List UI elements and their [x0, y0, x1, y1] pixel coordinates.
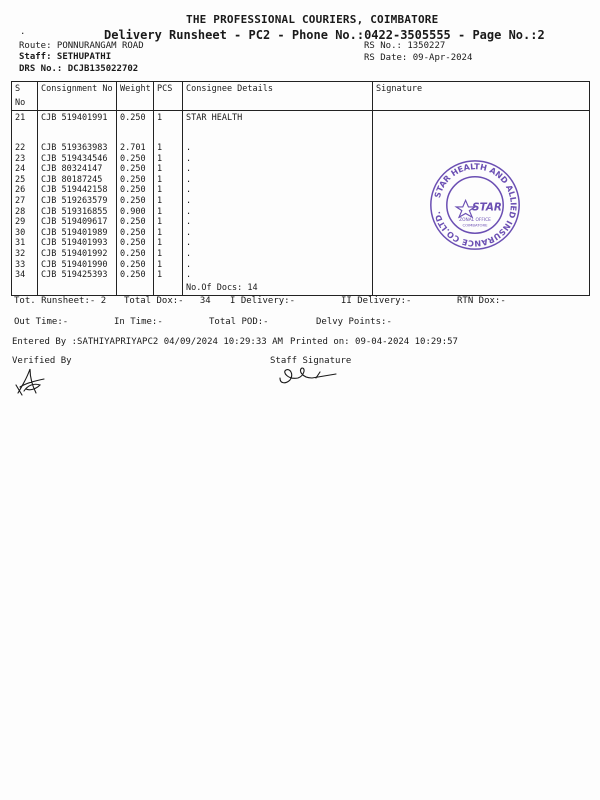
cell-weight: 0.250 — [117, 164, 154, 175]
in-time: In Time:- — [114, 317, 163, 327]
cell-consignee: . — [183, 175, 373, 186]
cell-pcs: 1 — [154, 185, 183, 196]
cell-sno: 21 — [12, 111, 38, 144]
route-label: Route: PONNURANGAM ROAD — [19, 41, 144, 51]
cell-signature — [373, 143, 590, 154]
rtn-dox: RTN Dox:- — [457, 296, 506, 306]
cell-weight: 0.250 — [117, 111, 154, 144]
drs-number: DRS No.: DCJB135022702 — [19, 64, 139, 74]
col-sno: S No — [12, 82, 38, 111]
col-pcs: PCS — [154, 82, 183, 111]
cell-weight: 0.250 — [117, 175, 154, 186]
col-signature: Signature — [373, 82, 590, 111]
staff-signature-icon — [276, 364, 346, 388]
delvy-points: Delvy Points:- — [316, 317, 392, 327]
cell-pcs: 1 — [154, 238, 183, 249]
cell-pcs: 1 — [154, 196, 183, 207]
cell-signature — [373, 260, 590, 271]
cell-consignment: CJB 80324147 — [38, 164, 117, 175]
i-delivery: I Delivery:- — [230, 296, 296, 306]
table-row — [12, 260, 590, 271]
cell-pcs: 1 — [154, 154, 183, 165]
cell-sno: 25 — [12, 175, 38, 186]
table-empty-cell — [117, 281, 154, 296]
dot-mark: . — [20, 27, 26, 37]
cell-consignee: . — [183, 238, 373, 249]
cell-weight: 0.250 — [117, 228, 154, 239]
table-empty-cell — [12, 281, 38, 296]
cell-sno: 33 — [12, 260, 38, 271]
cell-pcs: 1 — [154, 164, 183, 175]
cell-sno: 26 — [12, 185, 38, 196]
table-row — [12, 270, 590, 281]
total-dox: Total Dox:- 34 — [124, 296, 211, 306]
table-empty-cell — [154, 281, 183, 296]
cell-weight: 2.701 — [117, 143, 154, 154]
table-header-row — [12, 82, 590, 111]
printed-on: Printed on: 09-04-2024 10:29:57 — [290, 337, 458, 347]
cell-consignee: STAR HEALTH — [183, 111, 373, 144]
cell-weight: 0.250 — [117, 238, 154, 249]
cell-consignee: . — [183, 228, 373, 239]
table-empty-cell — [38, 281, 117, 296]
verified-by-label: Verified By — [12, 356, 72, 366]
cell-sno: 24 — [12, 164, 38, 175]
table-empty-cell — [373, 281, 590, 296]
docs-count-row — [12, 281, 590, 296]
total-pod: Total POD:- — [209, 317, 269, 327]
cell-consignment: CJB 519401989 — [38, 228, 117, 239]
cell-signature — [373, 270, 590, 281]
cell-sno: 30 — [12, 228, 38, 239]
stamp-inner-text-2: COIMBATORE — [462, 223, 488, 228]
ii-delivery: II Delivery:- — [341, 296, 412, 306]
cell-consignee: . — [183, 154, 373, 165]
cell-weight: 0.250 — [117, 217, 154, 228]
cell-consignee: . — [183, 249, 373, 260]
table-row — [12, 111, 590, 144]
runsheet-subtitle: Delivery Runsheet - PC2 - Phone No.:0422-3505555 - Page No.:2 — [104, 28, 545, 42]
cell-consignee: . — [183, 270, 373, 281]
cell-sno: 29 — [12, 217, 38, 228]
cell-consignment: CJB 519409617 — [38, 217, 117, 228]
no-of-docs: No.Of Docs: 14 — [183, 281, 373, 296]
stamp-logo-text: STAR — [472, 201, 502, 214]
col-consignment: Consignment No — [38, 82, 117, 111]
entered-by: Entered By :SATHIYAPRIYAPC2 04/09/2024 10:29:33 AM — [12, 337, 283, 347]
cell-consignment: CJB 80187245 — [38, 175, 117, 186]
cell-consignee: . — [183, 207, 373, 218]
cell-pcs: 1 — [154, 270, 183, 281]
cell-consignee: . — [183, 196, 373, 207]
cell-weight: 0.250 — [117, 270, 154, 281]
company-title: THE PROFESSIONAL COURIERS, COIMBATORE — [186, 13, 439, 26]
cell-consignee: . — [183, 164, 373, 175]
cell-consignment: CJB 519401990 — [38, 260, 117, 271]
cell-pcs: 1 — [154, 260, 183, 271]
cell-pcs: 1 — [154, 228, 183, 239]
cell-consignment: CJB 519401993 — [38, 238, 117, 249]
cell-sno: 28 — [12, 207, 38, 218]
verified-by-signature-icon — [10, 365, 50, 399]
cell-pcs: 1 — [154, 249, 183, 260]
cell-consignment: CJB 519401991 — [38, 111, 117, 144]
cell-weight: 0.250 — [117, 260, 154, 271]
cell-pcs: 1 — [154, 111, 183, 144]
cell-weight: 0.250 — [117, 249, 154, 260]
cell-consignee: . — [183, 260, 373, 271]
cell-consignment: CJB 519401992 — [38, 249, 117, 260]
rs-date: RS Date: 09-Apr-2024 — [364, 53, 473, 63]
cell-weight: 0.250 — [117, 185, 154, 196]
table-row — [12, 143, 590, 154]
cell-sno: 27 — [12, 196, 38, 207]
staff-signature-label: Staff Signature — [270, 356, 352, 366]
stamp-inner-text-1: ZONAL OFFICE — [459, 217, 491, 223]
tot-runsheet: Tot. Runsheet:- 2 — [14, 296, 107, 306]
cell-consignment: CJB 519363983 — [38, 143, 117, 154]
stamp-ring-text: STAR HEALTH AND ALLIED INSURANCE CO.LTD. — [431, 161, 519, 249]
cell-consignment: CJB 519316855 — [38, 207, 117, 218]
cell-consignment: CJB 519425393 — [38, 270, 117, 281]
cell-pcs: 1 — [154, 175, 183, 186]
cell-consignee: . — [183, 143, 373, 154]
company-stamp — [428, 158, 522, 252]
cell-consignment: CJB 519434546 — [38, 154, 117, 165]
out-time: Out Time:- — [14, 317, 69, 327]
cell-signature — [373, 111, 590, 144]
cell-consignee: . — [183, 217, 373, 228]
rs-number: RS No.: 1350227 — [364, 41, 446, 51]
cell-weight: 0.250 — [117, 154, 154, 165]
cell-sno: 34 — [12, 270, 38, 281]
col-consignee: Consignee Details — [183, 82, 373, 111]
cell-sno: 31 — [12, 238, 38, 249]
col-weight: Weight — [117, 82, 154, 111]
cell-pcs: 1 — [154, 207, 183, 218]
cell-sno: 22 — [12, 143, 38, 154]
staff-label: Staff: SETHUPATHI — [19, 52, 112, 62]
cell-consignee: . — [183, 185, 373, 196]
cell-sno: 23 — [12, 154, 38, 165]
cell-weight: 0.250 — [117, 196, 154, 207]
cell-weight: 0.900 — [117, 207, 154, 218]
cell-pcs: 1 — [154, 143, 183, 154]
cell-sno: 32 — [12, 249, 38, 260]
cell-consignment: CJB 519263579 — [38, 196, 117, 207]
cell-consignment: CJB 519442158 — [38, 185, 117, 196]
cell-pcs: 1 — [154, 217, 183, 228]
